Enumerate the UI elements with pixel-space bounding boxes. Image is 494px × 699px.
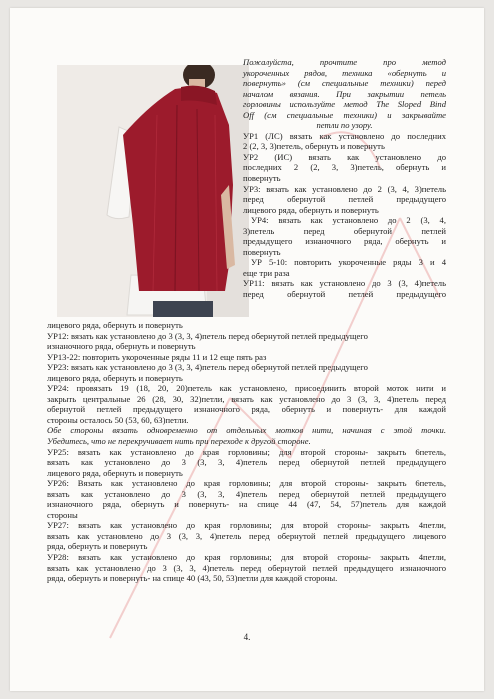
instruction-line: повернуть <box>243 246 281 257</box>
instruction-line: изнаночного ряда, обернуть и повернуть- на спице 44 (47, 54, 57)петель для каждой <box>47 499 446 510</box>
instruction-line: УР12: вязать как установлено до 3 (3, 3, 4)петель перед обернутой петлей предыдущего <box>47 330 368 341</box>
instruction-line: УР 5-10: повторить укороченные ряды 3 и 4 <box>251 257 446 268</box>
page-number: 4. <box>243 632 251 642</box>
instruction-line: УР3: вязать как установлено до 2 (3, 4, 3)петель <box>243 183 446 194</box>
instruction-line: ряда, обернуть и повернуть- на спице 40 (43, 50, 53)петли для каждой стороны. <box>47 573 338 584</box>
instruction-line: лицевого ряда, обернуть и повернуть <box>243 204 379 215</box>
intro-line: горловины используйте метод The Sloped Bind <box>243 99 446 110</box>
instruction-line: изнаночного ряда, обернуть и повернуть <box>47 341 196 352</box>
instruction-line: УР25: вязать как установлено до края горловины; для второй стороны- закрыть 6петель, <box>47 446 446 457</box>
right-column-text <box>243 57 446 300</box>
instruction-line: УР1 (ЛС) вязать как установлено до последних <box>243 130 446 141</box>
instruction-line: лицевого ряда, обернуть и повернуть <box>47 467 183 478</box>
note-line: Убедитесь, что не перекручивает нить при переходе к другой стороне. <box>47 436 311 447</box>
intro-line: началом вязания. При закрытии петель <box>243 88 446 99</box>
instruction-line: 3)петель перед обернутой петлей <box>243 225 446 236</box>
instruction-line: УР27: вязать как установлено до края горловины; для второй стороны- закрыть 4петли, <box>47 520 446 531</box>
instruction-line: перед обернутой петлей предыдущего <box>243 289 446 300</box>
instruction-line: лицевого ряда, обернуть и повернуть <box>47 320 183 330</box>
instruction-line: УР13-22: повторить укороченные ряды 11 и 12 еще пять раз <box>47 351 267 362</box>
intro-line: повернуть» (см специальные техники) перед <box>243 78 446 89</box>
instruction-line: последних 2 (2, 3, 3)петель, обернуть и <box>243 162 446 173</box>
sweater-illustration <box>57 65 249 317</box>
intro-line: укороченных рядов, техника «обернуть и <box>243 67 446 78</box>
instruction-line: УР2 (ИС) вязать как установлено до <box>243 151 446 162</box>
instruction-line: УР11: вязать как установлено до 3 (3, 4)петель <box>243 278 446 289</box>
instruction-line: лицевого ряда, обернуть и повернуть <box>47 372 183 383</box>
instruction-line: вязать как установлено до 3 (3, 3, 4)петель перед обернутой петлей предыдущего изнаночного <box>47 562 446 573</box>
instruction-line: вязать как установлено до 3 (3, 3, 4)петель перед обернутой петлей предыдущего <box>47 488 446 499</box>
instruction-line: УР28: вязать как установлено до края горловины; для второй стороны- закрыть 4петли, <box>47 552 446 563</box>
intro-line: петли по узору. <box>316 120 373 131</box>
instruction-line: закрыть центральные 26 (28, 30, 32)петли, вязать как установлено до 3 (3, 3, 4)петель перед <box>47 393 446 404</box>
instruction-line: стороны осталось 50 (53, 60, 63)петли. <box>47 414 189 425</box>
intro-line: Пожалуйста, прочтите про метод <box>243 57 446 67</box>
instruction-line: ряда, обернуть и повернуть <box>47 541 148 552</box>
instruction-line: вязать как установлено до 3 (3, 3, 4)петель перед обернутой петлей предыдущего лицевого <box>47 530 446 541</box>
instruction-line: вязать как установлено до 3 (3, 3, 4)петель перед обернутой петлей предыдущего <box>47 457 446 468</box>
instruction-line: УР24: провязать 19 (18, 20, 20)петель как установлено, присоединить второй моток нити и <box>47 383 446 394</box>
note-line: Обе стороны вязать одновременно от отдельных мотков нити, начиная с этой точки. <box>47 425 446 436</box>
instruction-line: обернутой петлей предыдущего изнаночного ряда, обернуть и повернуть- для каждой <box>47 404 446 415</box>
instruction-line: перед обернутой петлей предыдущего <box>243 194 446 205</box>
sweater-photo <box>57 65 249 317</box>
instruction-line: предыдущего изнаночного ряда, обернуть и <box>243 236 446 247</box>
instruction-line: УР23: вязать как установлено до 3 (3, 3, 4)петель перед обернутой петлей предыдущего <box>47 362 368 373</box>
intro-line: Off (см специальные техники) и закрывайте <box>243 109 446 120</box>
instruction-line: еще три раза <box>243 267 290 278</box>
instruction-line: УР26: Вязать как установлено до края горловины; для второй стороны- закрыть 6петель, <box>47 478 446 489</box>
instruction-line: 2 (2, 3, 3)петель, обернуть и повернуть <box>243 141 385 152</box>
instruction-line: стороны <box>47 509 78 520</box>
instruction-line: повернуть <box>243 173 281 184</box>
instruction-line: УР4: вязать как установлено до 2 (3, 4, <box>251 215 446 226</box>
full-width-text <box>47 320 446 584</box>
